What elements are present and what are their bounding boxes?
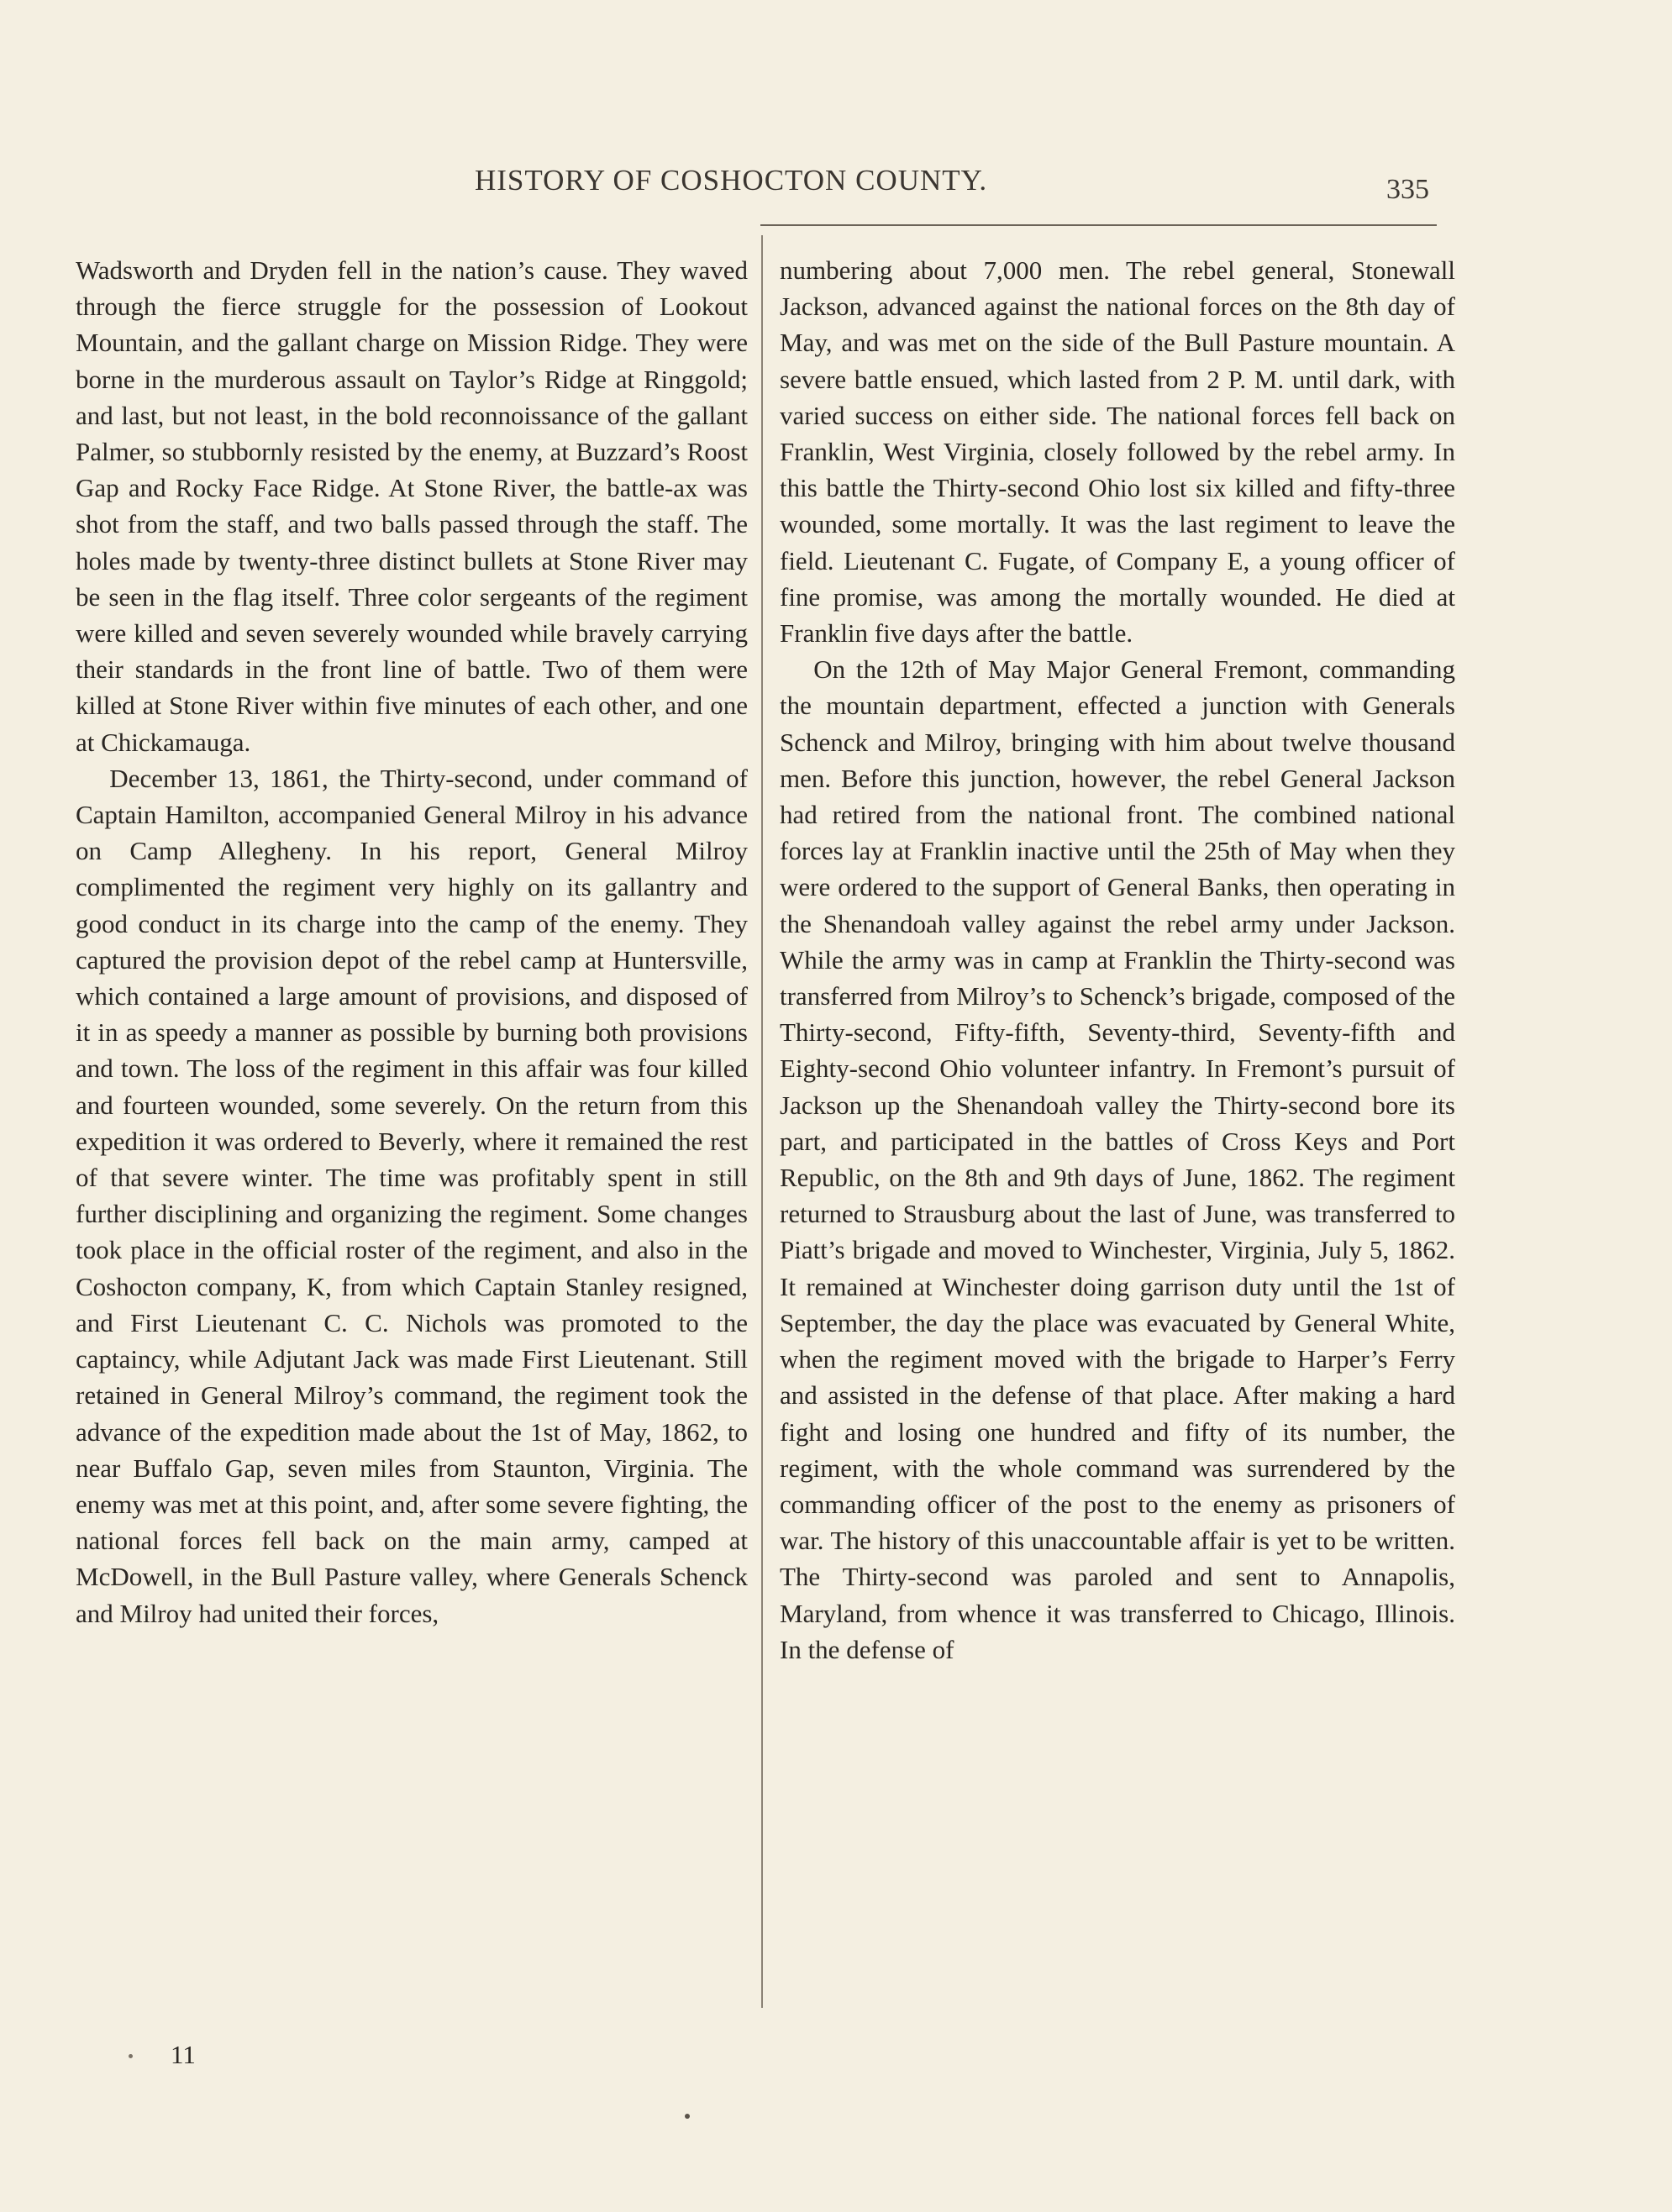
- left-column: [76, 252, 748, 2016]
- paragraph: Wadsworth and Dryden fell in the nation’s cause. They waved through the fierce struggle for the possession of Lookout Mountain, and the gallant charge on Mission Ridge. They were borne in the murderous assault on Taylor’s Ridge at Ringgold; and last, but not least, in the bold reconnoissance of the gallant Palmer, so stubbornly resisted by the enemy, at Buzzard’s Roost Gap and Rocky Face Ridge. At Stone River, the battle-ax was shot from the staff, and two balls passed through the staff. The holes made by twenty-three distinct bullets at Stone River may be seen in the flag itself. Three color sergeants of the regiment were killed and seven severely wounded while bravely carrying their standards in the front line of battle. Two of them were killed at Stone River within five minutes of each other, and one at Chickamauga.: [76, 255, 748, 757]
- printer-tick-mark: [129, 2054, 133, 2058]
- signature-mark: 11: [171, 2040, 196, 2069]
- page-header: [0, 164, 1672, 214]
- page-number: 335: [1386, 174, 1429, 205]
- paragraph: numbering about 7,000 men. The rebel general, Stonewall Jackson, advanced against the national forces on the 8th day of May, and was met on the side of the Bull Pasture mountain. A severe battle ensued, which lasted from 2 P. M. until dark, with varied success on either side. The national forces fell back on Franklin, West Virginia, closely followed by the rebel army. In this battle the Thirty-second Ohio lost six killed and fifty-three wounded, some mortally. It was the last regiment to leave the field. Lieutenant C. Fugate, of Company E, a young officer of fine promise, was among the mortally wounded. He died at Franklin five days after the battle.: [780, 255, 1455, 649]
- paragraph: On the 12th of May Major General Fremont, commanding the mountain department, effected a junction with Generals Schenck and Milroy, bringing with him about twelve thousand men. Before this junction, however, the rebel General Jackson had retired from the national front. The combined national forces lay at Franklin inactive until the 25th of May when they were ordered to the support of General Banks, then operating in the Shenandoah valley against the rebel army under Jackson. While the army was in camp at Franklin the Thirty-second was transferred from Milroy’s to Schenck’s brigade, composed of the Thirty-second, Fifty-fifth, Seventy-third, Seventy-fifth and Eighty-second Ohio volunteer infantry. In Fremont’s pursuit of Jackson up the Shenandoah valley the Thirty-second bore its part, and participated in the battles of Cross Keys and Port Republic, on the 8th and 9th days of June, 1862. The regiment returned to Strausburg about the last of June, was transferred to Piatt’s brigade and moved to Winchester, Virginia, July 5, 1862. It remained at Winchester doing garrison duty until the 1st of September, the day the place was evacuated by General White, when the regiment moved with the brigade to Harper’s Ferry and assisted in the defense of that place. After making a hard fight and losing one hundred and fifty of its number, the regiment, with the whole command was surrendered by the commanding officer of the post to the enemy as prisoners of war. The history of this unaccountable affair is yet to be written. The Thirty-second was paroled and sent to Annapolis, Maryland, from whence it was transferred to Chicago, Illinois. In the defense of: [780, 654, 1455, 1664]
- right-column: [780, 252, 1455, 2016]
- running-title: HISTORY OF COSHOCTON COUNTY.: [475, 164, 988, 197]
- paragraph: December 13, 1861, the Thirty-second, under command of Captain Hamilton, accompanied General Milroy in his advance on Camp Allegheny. In his report, General Milroy complimented the regiment very highly on its gallantry and good conduct in its charge into the camp of the enemy. They captured the provision depot of the rebel camp at Huntersville, which contained a large amount of provisions, and disposed of it in as speedy a manner as possible by burning both provisions and town. The loss of the regiment in this affair was four killed and fourteen wounded, some severely. On the return from this expedition it was ordered to Beverly, where it remained the rest of that severe winter. The time was profitably spent in still further disciplining and organizing the regiment. Some changes took place in the official roster of the regiment, and also in the Coshocton company, K, from which Captain Stanley resigned, and First Lieutenant C. C. Nichols was promoted to the captaincy, while Adjutant Jack was made First Lieutenant. Still retained in General Milroy’s command, the regiment took the advance of the expedition made about the 1st of May, 1862, to near Buffalo Gap, seven miles from Staunton, Virginia. The enemy was met at this point, and, after some severe fighting, the national forces fell back on the main army, camped at McDowell, in the Bull Pasture valley, where Generals Schenck and Milroy had united their forces,: [76, 763, 748, 1628]
- header-rule: [760, 224, 1437, 226]
- column-divider: [761, 235, 763, 2008]
- ink-dot: [685, 2114, 690, 2119]
